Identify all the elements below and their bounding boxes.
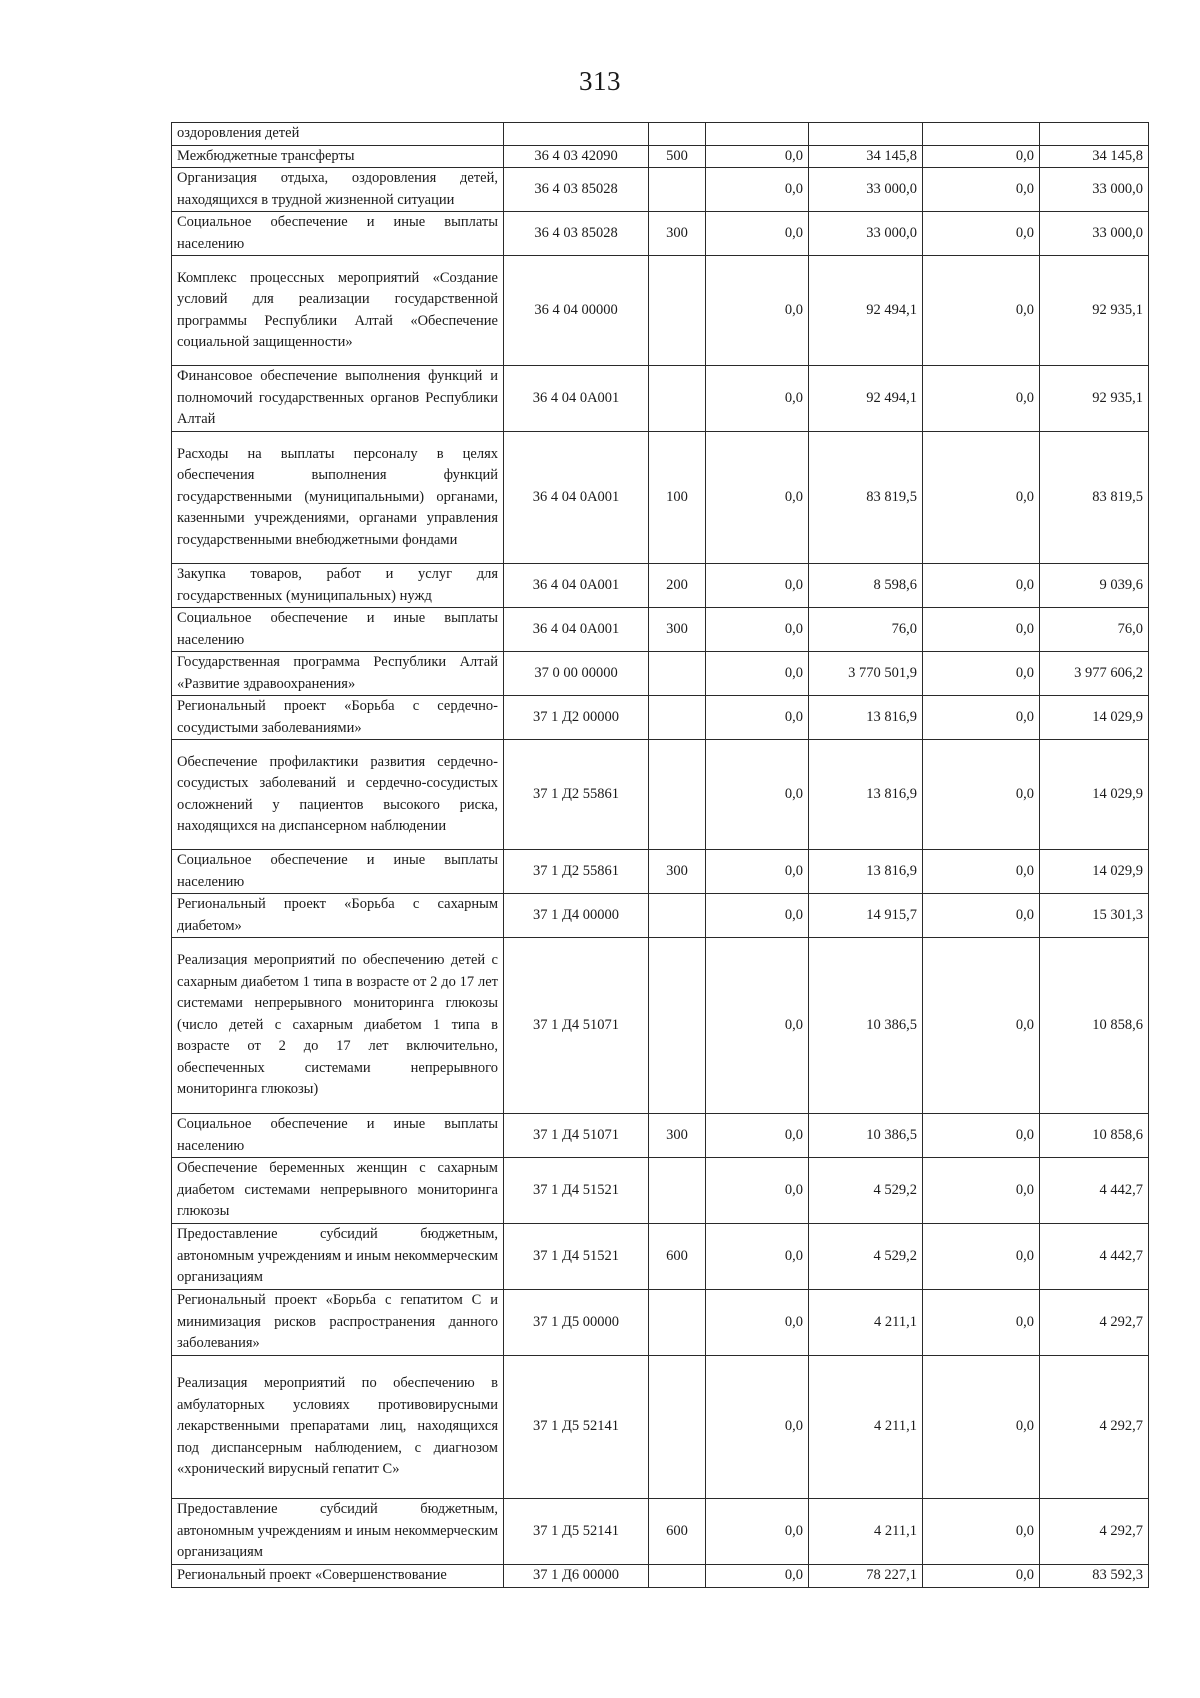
row-value-3: 0,0 <box>923 212 1040 256</box>
row-value-2: 13 816,9 <box>809 696 923 740</box>
table-row <box>172 1290 1149 1356</box>
row-value-4: 14 029,9 <box>1040 696 1149 740</box>
row-value-3: 0,0 <box>923 1499 1040 1565</box>
row-name: Закупка товаров, работ и услуг для государственных (муниципальных) нужд <box>172 564 504 608</box>
row-name: Региональный проект «Совершенствование <box>172 1565 504 1588</box>
row-value-4: 4 292,7 <box>1040 1356 1149 1499</box>
row-name: Региональный проект «Борьба с сахарным диабетом» <box>172 894 504 938</box>
row-name: Организация отдыха, оздоровления детей, находящихся в трудной жизненной ситуации <box>172 168 504 212</box>
row-value-1: 0,0 <box>706 168 809 212</box>
row-code: 36 4 04 00000 <box>504 256 649 366</box>
row-value-3: 0,0 <box>923 1224 1040 1290</box>
row-expense-type <box>649 1158 706 1224</box>
row-value-4: 14 029,9 <box>1040 740 1149 850</box>
row-expense-type: 300 <box>649 1114 706 1158</box>
row-expense-type <box>649 1356 706 1499</box>
row-value-3: 0,0 <box>923 652 1040 696</box>
row-value-2: 78 227,1 <box>809 1565 923 1588</box>
row-value-4: 9 039,6 <box>1040 564 1149 608</box>
row-value-1: 0,0 <box>706 938 809 1114</box>
row-name: Социальное обеспечение и иные выплаты населению <box>172 850 504 894</box>
row-name: Межбюджетные трансферты <box>172 145 504 168</box>
row-code: 36 4 04 0А001 <box>504 432 649 564</box>
table-row <box>172 696 1149 740</box>
row-name: Социальное обеспечение и иные выплаты населению <box>172 608 504 652</box>
row-value-1: 0,0 <box>706 652 809 696</box>
row-value-4: 83 819,5 <box>1040 432 1149 564</box>
row-code: 36 4 03 85028 <box>504 212 649 256</box>
row-expense-type: 300 <box>649 850 706 894</box>
table-row <box>172 1356 1149 1499</box>
row-code: 37 1 Д5 52141 <box>504 1356 649 1499</box>
row-value-3: 0,0 <box>923 564 1040 608</box>
row-value-3: 0,0 <box>923 696 1040 740</box>
row-value-1: 0,0 <box>706 432 809 564</box>
row-expense-type <box>649 168 706 212</box>
row-value-4: 4 292,7 <box>1040 1290 1149 1356</box>
row-code: 37 1 Д4 00000 <box>504 894 649 938</box>
row-value-1: 0,0 <box>706 145 809 168</box>
row-name: Региональный проект «Борьба с гепатитом С и минимизация рисков распространения данного заболевания» <box>172 1290 504 1356</box>
row-value-1: 0,0 <box>706 1114 809 1158</box>
row-value-2: 13 816,9 <box>809 740 923 850</box>
row-value-1: 0,0 <box>706 256 809 366</box>
row-value-1: 0,0 <box>706 894 809 938</box>
row-value-2: 33 000,0 <box>809 212 923 256</box>
table-row <box>172 123 1149 146</box>
row-expense-type <box>649 894 706 938</box>
row-code: 37 1 Д2 00000 <box>504 696 649 740</box>
row-code: 37 1 Д4 51521 <box>504 1158 649 1224</box>
row-value-2: 3 770 501,9 <box>809 652 923 696</box>
row-value-3: 0,0 <box>923 608 1040 652</box>
table-row <box>172 608 1149 652</box>
table-row <box>172 938 1149 1114</box>
row-expense-type: 300 <box>649 608 706 652</box>
row-code: 36 4 03 85028 <box>504 168 649 212</box>
row-value-1: 0,0 <box>706 1499 809 1565</box>
table-body <box>172 123 1149 1588</box>
row-expense-type: 100 <box>649 432 706 564</box>
row-value-3: 0,0 <box>923 894 1040 938</box>
row-value-3: 0,0 <box>923 1290 1040 1356</box>
row-value-4: 34 145,8 <box>1040 145 1149 168</box>
row-value-3: 0,0 <box>923 432 1040 564</box>
row-value-1: 0,0 <box>706 366 809 432</box>
row-value-2: 10 386,5 <box>809 1114 923 1158</box>
row-code: 36 4 03 42090 <box>504 145 649 168</box>
row-expense-type <box>649 652 706 696</box>
row-value-1: 0,0 <box>706 608 809 652</box>
budget-table <box>171 122 1149 1588</box>
row-value-3: 0,0 <box>923 1158 1040 1224</box>
row-expense-type <box>649 696 706 740</box>
row-code: 37 1 Д5 52141 <box>504 1499 649 1565</box>
row-value-2: 4 211,1 <box>809 1499 923 1565</box>
row-name: Расходы на выплаты персоналу в целях обеспечения выполнения функций государственными (муниципальными) органами, казенными учреждениями, органами управления государственными внебюджетными фондами <box>172 432 504 564</box>
row-value-1: 0,0 <box>706 1290 809 1356</box>
row-name: Предоставление субсидий бюджетным, автономным учреждениям и иным некоммерческим организациям <box>172 1224 504 1290</box>
row-value-3: 0,0 <box>923 1114 1040 1158</box>
table-row <box>172 256 1149 366</box>
table-row <box>172 1158 1149 1224</box>
row-value-2: 33 000,0 <box>809 168 923 212</box>
row-name: Финансовое обеспечение выполнения функций и полномочий государственных органов Республики Алтай <box>172 366 504 432</box>
row-value-2: 10 386,5 <box>809 938 923 1114</box>
table-row <box>172 740 1149 850</box>
row-expense-type: 200 <box>649 564 706 608</box>
row-value-3: 0,0 <box>923 145 1040 168</box>
row-code: 36 4 04 0А001 <box>504 366 649 432</box>
row-value-1: 0,0 <box>706 212 809 256</box>
row-name: Предоставление субсидий бюджетным, автономным учреждениям и иным некоммерческим организациям <box>172 1499 504 1565</box>
row-value-1: 0,0 <box>706 1356 809 1499</box>
row-value-2: 4 529,2 <box>809 1224 923 1290</box>
row-value-3: 0,0 <box>923 168 1040 212</box>
row-value-3 <box>923 123 1040 146</box>
row-value-3: 0,0 <box>923 1565 1040 1588</box>
row-value-1: 0,0 <box>706 696 809 740</box>
table-row <box>172 212 1149 256</box>
row-value-4: 14 029,9 <box>1040 850 1149 894</box>
row-name: оздоровления детей <box>172 123 504 146</box>
row-value-1: 0,0 <box>706 850 809 894</box>
table-row <box>172 168 1149 212</box>
row-name: Реализация мероприятий по обеспечению в амбулаторных условиях противовирусными лекарственными препаратами лиц, находящихся под диспансерным наблюдением, с диагнозом «хронический вирусный гепатит С» <box>172 1356 504 1499</box>
row-code: 37 1 Д4 51521 <box>504 1224 649 1290</box>
row-code: 37 1 Д2 55861 <box>504 740 649 850</box>
table-row <box>172 1499 1149 1565</box>
row-value-4: 4 442,7 <box>1040 1158 1149 1224</box>
table-row <box>172 850 1149 894</box>
row-value-2: 76,0 <box>809 608 923 652</box>
row-value-3: 0,0 <box>923 938 1040 1114</box>
row-expense-type: 600 <box>649 1224 706 1290</box>
row-value-3: 0,0 <box>923 256 1040 366</box>
row-value-2: 8 598,6 <box>809 564 923 608</box>
row-expense-type <box>649 1565 706 1588</box>
row-code: 37 1 Д2 55861 <box>504 850 649 894</box>
row-name: Комплекс процессных мероприятий «Создание условий для реализации государственной программы Республики Алтай «Обеспечение социальной защищенности» <box>172 256 504 366</box>
row-expense-type <box>649 740 706 850</box>
row-value-2: 92 494,1 <box>809 366 923 432</box>
row-name: Реализация мероприятий по обеспечению детей с сахарным диабетом 1 типа в возрасте от 2 до 17 лет системами непрерывного мониторинга глюкозы (число детей с сахарным диабетом 1 типа в возрасте от 2 до 17 лет включительно, обеспеченных системами непрерывного мониторинга глюкозы) <box>172 938 504 1114</box>
row-value-2: 4 529,2 <box>809 1158 923 1224</box>
row-name: Государственная программа Республики Алтай «Развитие здравоохранения» <box>172 652 504 696</box>
row-value-4: 33 000,0 <box>1040 212 1149 256</box>
table-row <box>172 894 1149 938</box>
row-value-4: 92 935,1 <box>1040 366 1149 432</box>
table-row <box>172 145 1149 168</box>
table-row <box>172 564 1149 608</box>
table-row <box>172 432 1149 564</box>
row-value-4: 15 301,3 <box>1040 894 1149 938</box>
row-name: Обеспечение профилактики развития сердечно-сосудистых заболеваний и сердечно-сосудистых осложнений у пациентов высокого риска, находящихся на диспансерном наблюдении <box>172 740 504 850</box>
row-value-4 <box>1040 123 1149 146</box>
row-expense-type: 600 <box>649 1499 706 1565</box>
row-value-1: 0,0 <box>706 1565 809 1588</box>
row-name: Региональный проект «Борьба с сердечно-сосудистыми заболеваниями» <box>172 696 504 740</box>
row-value-4: 4 442,7 <box>1040 1224 1149 1290</box>
row-value-3: 0,0 <box>923 740 1040 850</box>
row-value-2: 83 819,5 <box>809 432 923 564</box>
row-value-2: 4 211,1 <box>809 1356 923 1499</box>
row-code: 37 1 Д4 51071 <box>504 1114 649 1158</box>
row-value-4: 92 935,1 <box>1040 256 1149 366</box>
row-value-2: 13 816,9 <box>809 850 923 894</box>
row-value-4: 4 292,7 <box>1040 1499 1149 1565</box>
row-value-2: 92 494,1 <box>809 256 923 366</box>
row-code <box>504 123 649 146</box>
row-value-4: 33 000,0 <box>1040 168 1149 212</box>
row-code: 37 1 Д5 00000 <box>504 1290 649 1356</box>
row-value-4: 83 592,3 <box>1040 1565 1149 1588</box>
row-value-3: 0,0 <box>923 366 1040 432</box>
row-value-2: 4 211,1 <box>809 1290 923 1356</box>
table-row <box>172 1565 1149 1588</box>
row-value-2: 14 915,7 <box>809 894 923 938</box>
row-value-1: 0,0 <box>706 1224 809 1290</box>
row-code: 37 1 Д6 00000 <box>504 1565 649 1588</box>
row-value-1 <box>706 123 809 146</box>
table-row <box>172 652 1149 696</box>
row-value-1: 0,0 <box>706 740 809 850</box>
row-value-4: 76,0 <box>1040 608 1149 652</box>
table-row <box>172 366 1149 432</box>
row-code: 36 4 04 0А001 <box>504 564 649 608</box>
row-value-3: 0,0 <box>923 1356 1040 1499</box>
row-name: Обеспечение беременных женщин с сахарным диабетом системами непрерывного мониторинга глюкозы <box>172 1158 504 1224</box>
row-expense-type: 300 <box>649 212 706 256</box>
row-expense-type: 500 <box>649 145 706 168</box>
row-value-4: 10 858,6 <box>1040 1114 1149 1158</box>
row-name: Социальное обеспечение и иные выплаты населению <box>172 212 504 256</box>
row-value-1: 0,0 <box>706 1158 809 1224</box>
row-name: Социальное обеспечение и иные выплаты населению <box>172 1114 504 1158</box>
table-row <box>172 1114 1149 1158</box>
row-expense-type <box>649 1290 706 1356</box>
row-code: 37 1 Д4 51071 <box>504 938 649 1114</box>
row-code: 37 0 00 00000 <box>504 652 649 696</box>
row-expense-type <box>649 938 706 1114</box>
row-value-1: 0,0 <box>706 564 809 608</box>
page-number: 313 <box>579 66 621 96</box>
row-value-3: 0,0 <box>923 850 1040 894</box>
row-expense-type <box>649 123 706 146</box>
row-expense-type <box>649 366 706 432</box>
table-row <box>172 1224 1149 1290</box>
row-value-2 <box>809 123 923 146</box>
row-value-4: 10 858,6 <box>1040 938 1149 1114</box>
row-code: 36 4 04 0А001 <box>504 608 649 652</box>
row-value-2: 34 145,8 <box>809 145 923 168</box>
row-expense-type <box>649 256 706 366</box>
row-value-4: 3 977 606,2 <box>1040 652 1149 696</box>
